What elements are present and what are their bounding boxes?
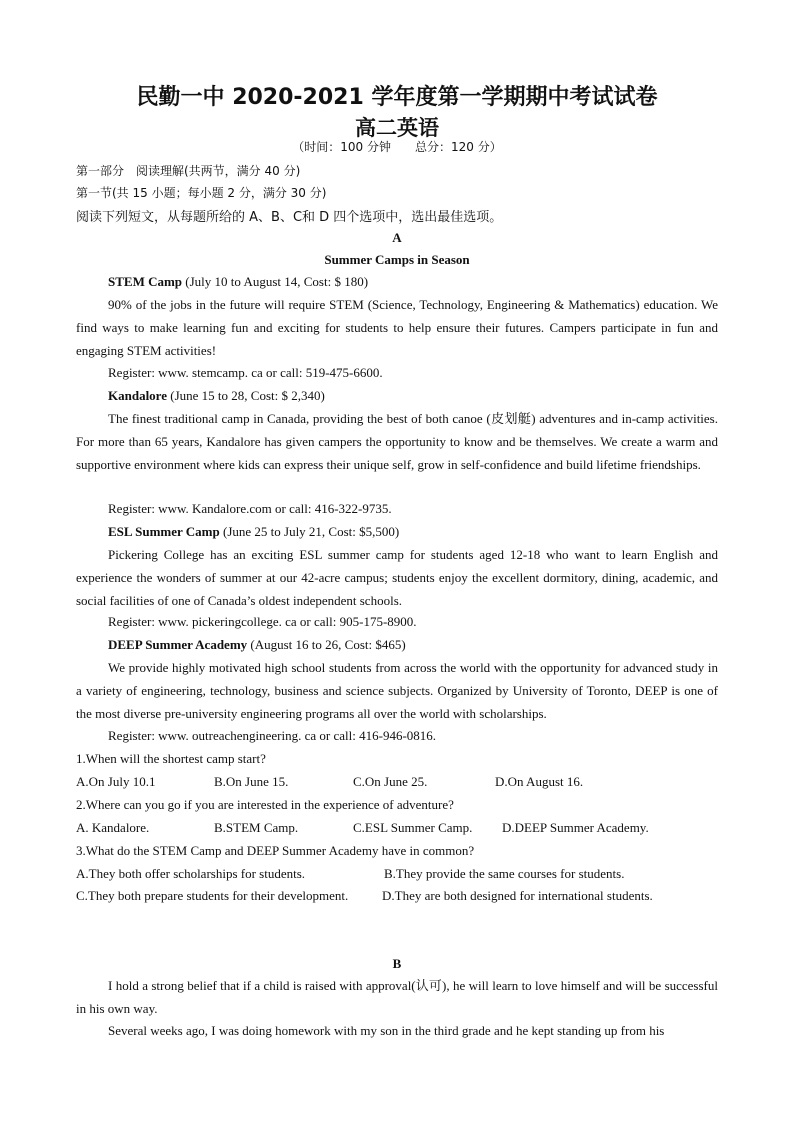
exam-subtitle: 高二英语 [355,116,439,140]
instruction: 阅读下列短文，从每题所给的 A、B、C和 D 四个选项中，选出最佳选项。 [76,210,503,225]
question-stem: 1.When will the shortest camp start? [76,751,266,766]
question-stem: 2.Where can you go if you are interested in the experience of adventure? [76,797,454,812]
camp-detail: (June 15 to 28, Cost: $ 2,340) [167,388,325,403]
question-option: B.They provide the same courses for students. [384,866,625,881]
camp-name: Kandalore [108,388,167,403]
passage-b-letter: B [392,956,402,971]
question-option: A. Kandalore. [76,820,150,835]
camp-description: Pickering College has an exciting ESL summer camp for students aged 12-18 who want to learn English and experience the wonders of summer at our 42-acre campus; students enjoy the excellent dormitory, dining, academic, and social facilities of one of Canada’s oldest independent schools. [76,547,718,608]
camp-register: Register: www. Kandalore.com or call: 416-322-9735. [108,501,392,516]
question-option: C.They both prepare students for their development. [76,888,349,903]
question-option: C.ESL Summer Camp. [353,820,473,835]
camp-detail: (July 10 to August 14, Cost: $ 180) [182,274,369,289]
question-option: B.On June 15. [214,774,289,789]
camp-heading [108,274,368,290]
camp-name: STEM Camp [108,274,183,289]
camp-detail: (August 16 to 26, Cost: $465) [247,637,406,652]
camp-description: 90% of the jobs in the future will require STEM (Science, Technology, Engineering & Mathematics) education. We find ways to make learning fun and exciting for students to help ensure their futures. Campers participate in fun and engaging STEM activities! [76,297,718,358]
camp-register: Register: www. stemcamp. ca or call: 519-475-6600. [108,365,383,380]
part-heading: 第一部分 阅读理解(共两节，满分 40 分) [76,164,301,178]
camp-name: DEEP Summer Academy [108,637,248,652]
passage-a-letter: A [392,230,402,245]
camp-detail: (June 25 to July 21, Cost: $5,500) [219,524,400,539]
passage-a-title: Summer Camps in Season [324,252,470,267]
camp-heading [108,388,325,404]
question-option: D.On August 16. [495,774,584,789]
camp-register: Register: www. pickeringcollege. ca or call: 905-175-8900. [108,614,417,629]
exam-meta: （时间：100 分钟 总分：120 分） [292,140,502,154]
camp-description: The finest traditional camp in Canada, providing the best of both canoe (皮划艇) adventures and in-camp activities. For more than 65 years, Kandalore has given campers the opportunity to know and be themselves. We create a warm and supportive environment where kids can express their unique self, grow in self-confidence and build lifetime friendships. [76,411,718,472]
camp-heading [108,637,406,653]
section-heading: 第一节(共 15 小题；每小题 2 分，满分 30 分) [76,186,327,200]
passage-b-paragraph: Several weeks ago, I was doing homework with my son in the third grade and he kept standing up from his [108,1023,665,1038]
camp-description: We provide highly motivated high school students from across the world with the opportunity for advanced study in a variety of engineering, technology, business and science subjects. Organized by University of Toronto, DEEP is one of the most diverse pre-university engineering programs all over the world with scholarships. [76,660,718,721]
question-option: B.STEM Camp. [214,820,299,835]
question-option: A.On July 10.1 [76,774,156,789]
question-option: A.They both offer scholarships for students. [76,866,306,881]
camp-heading [108,524,399,540]
question-stem: 3.What do the STEM Camp and DEEP Summer Academy have in common? [76,843,475,858]
passage-b-paragraph: I hold a strong belief that if a child is raised with approval(认可), he will learn to love himself and will be successful in his own way. [76,978,718,1016]
question-option: C.On June 25. [353,774,428,789]
exam-title: 民勤一中 2020-2021 学年度第一学期期中考试试卷 [136,85,658,110]
camp-name: ESL Summer Camp [108,524,220,539]
question-option: D.They are both designed for international students. [382,888,653,903]
camp-register: Register: www. outreachengineering. ca or call: 416-946-0816. [108,728,437,743]
question-option: D.DEEP Summer Academy. [502,820,649,835]
